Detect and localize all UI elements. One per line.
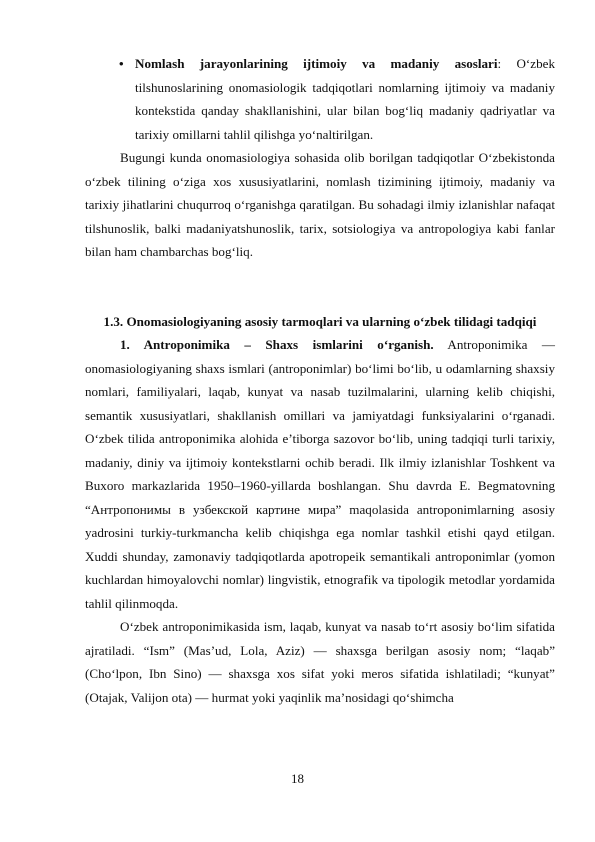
section-heading: 1.3. Onomasiologiyaning asosiy tarmoqlari va ularning o‘zbek tilidagi tadqiqi <box>103 313 537 329</box>
bullet-paragraph <box>85 52 555 146</box>
page-number: 18 <box>291 771 304 786</box>
paragraph-anthroponymy <box>85 333 555 615</box>
bullet-marker: • <box>119 56 124 71</box>
document-page <box>85 52 555 709</box>
paragraph-onomasiology-today: Bugungi kunda onomasiologiya sohasida olib borilgan tadqiqotlar O‘zbekistonda o‘zbek tilining o‘ziga xos xususiyatlarini, nomlash tizimining ijtimoiy, madaniy va tarixiy jihatlarini chuqurroq o‘rganishga qaratilgan. Bu sohadagi ilmiy izlanishlar nafaqat tilshunoslik, balki madaniyatshunoslik, tarix, sotsiologiya va antropologiya kabi fanlar bilan ham chambarchas bog‘liq. <box>85 150 555 259</box>
paragraph-name-categories: O‘zbek antroponimikasida ism, laqab, kunyat va nasab to‘rt asosiy bo‘lim sifatida ajratiladi. “Ism” (Mas’ud, Lola, Aziz) — shaxsga berilgan asosiy nom; “laqab” (Cho‘lpon, Ibn Sino) — shaxsga xos sifat yoki meros sifatida ishlatiladi; “kunyat” (Otajak, Valijon ota) — hurmat yoki yaqinlik ma’nosidagi qo‘shimcha <box>85 619 555 705</box>
bullet-text: : O‘zbek tilshunoslarining onomasiologik tadqiqotlari nomlarning ijtimoiy va madaniy kontekstida qanday shakllanishini, ular bilan bog‘liq madaniy qadriyatlar va tarixiy omillarni tahlil qilishga yo‘naltirilgan. <box>135 56 555 142</box>
anthroponymy-text: Antroponimika — onomasiologiyaning shaxs ismlari (antroponimlar) bo‘limi bo‘lib, u odamlarning shaxsiy nomlari, familiyalari, laqab, kunyat va nasab tuzilmalarini, ularning kelib chiqishi, semantik xususiyatlari, shakllanish omillari va jamiyatdagi funksiyalarini o‘rganadi. O‘zbek tilida antroponimika alohida e’tiborga sazovor bo‘lib, uning tadqiqi turli tarixiy, madaniy, diniy va ijtimoiy kontekstlarni ochib beradi. Ilk ilmiy izlanishlar Toshkent va Buxoro markazlarida 1950–1960-yillarda boshlangan. Shu davrda E. Begmatovning “Антропонимы в узбекской картине мира” maqolasida antroponimlarning asosiy yadrosini turkiy-turkmancha kelib chiqishga ega nomlar tashkil etishi qayd etilgan. Xuddi shunday, zamonaviy tadqiqotlarda apotropeik semantikali antroponimlar (yomon kuchlardan himoyalovchi nomlar) lingvistik, etnografik va tipologik metodlar yordamida tahlil qilinmoqda. <box>85 337 555 611</box>
anthroponymy-bold-lead: 1. Antroponimika – Shaxs ismlarini o‘rganish. <box>120 337 434 352</box>
bullet-bold-lead: Nomlash jarayonlarining ijtimoiy va madaniy asoslari <box>135 56 498 71</box>
